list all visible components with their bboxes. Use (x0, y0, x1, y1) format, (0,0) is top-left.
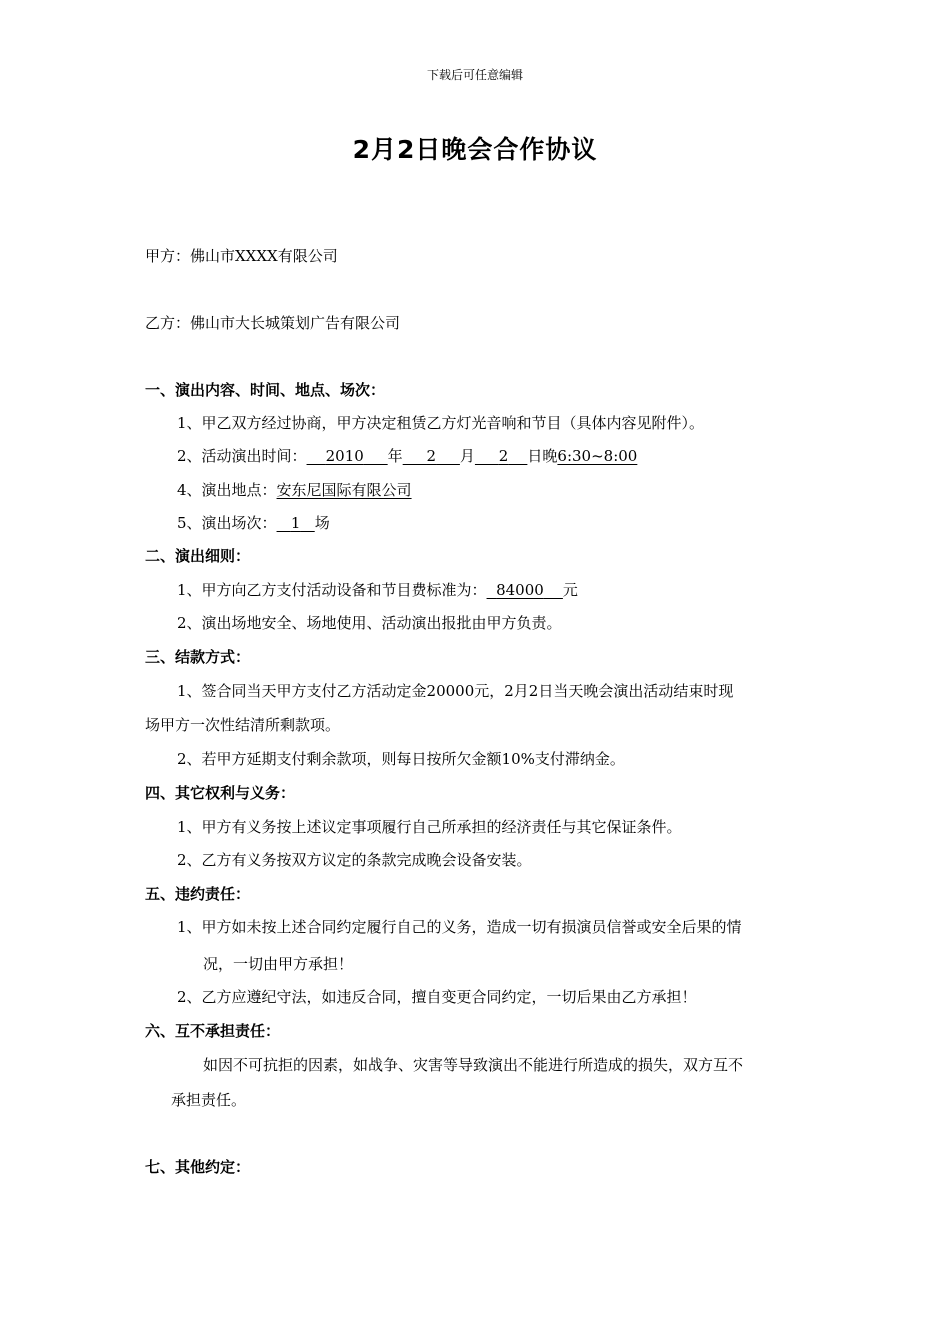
section-5-item-1-line-2: 况，一切由甲方承担！ (203, 955, 354, 973)
section-4-item-1: 1、甲方有义务按上述议定事项履行自己所承担的经济责任与其它保证条件。 (177, 818, 682, 836)
fee-label: 1、甲方向乙方支付活动设备和节目费标准为： (177, 581, 487, 599)
party-b: 乙方：佛山市大长城策划广告有限公司 (145, 314, 401, 332)
section-4-item-2: 2、乙方有义务按双方议定的条款完成晚会设备安装。 (177, 851, 532, 869)
event-month: 2 (426, 447, 437, 465)
section-6-line-1: 如因不可抗拒的因素，如战争、灾害等导致演出不能进行所造成的损失，双方互不 (203, 1056, 744, 1074)
section-1-item-1: 1、甲乙双方经过协商，甲方决定租赁乙方灯光音响和节目（具体内容见附件）。 (177, 414, 705, 432)
event-year: 2010 (325, 447, 364, 465)
section-1-heading: 一、演出内容、时间、地点、场次： (145, 381, 386, 399)
section-5-item-2: 2、乙方应遵纪守法，如违反合同，擅自变更合同约定，一切后果由乙方承担！ (177, 988, 697, 1006)
section-3-heading: 三、结款方式： (145, 648, 251, 666)
sessions-label: 5、演出场次： (177, 514, 277, 532)
event-time-range: 6:30~8:00 (557, 447, 638, 465)
section-1-item-2 (177, 445, 637, 466)
section-5-heading: 五、违约责任： (145, 885, 251, 903)
section-3-item-1-line-1: 1、签合同当天甲方支付乙方活动定金20000元，2月2日当天晚会演出活动结束时现 (177, 682, 734, 700)
section-3-item-2: 2、若甲方延期支付剩余款项，则每日按所欠金额10%支付滞纳金。 (177, 750, 625, 768)
section-4-heading: 四、其它权利与义务： (145, 784, 296, 802)
section-2-item-1 (177, 579, 578, 600)
year-unit: 年 (387, 447, 403, 465)
section-3-item-1-line-2: 场甲方一次性结清所剩款项。 (145, 716, 341, 734)
event-day: 2 (498, 447, 509, 465)
party-a: 甲方：佛山市XXXX有限公司 (145, 247, 338, 265)
sessions-value: 1 (290, 514, 301, 532)
document-title: 2月2日晚会合作协议 (352, 135, 598, 164)
sessions-unit: 场 (314, 514, 330, 532)
section-7-heading: 七、其他约定： (145, 1158, 251, 1176)
section-2-item-2: 2、演出场地安全、场地使用、活动演出报批由甲方负责。 (177, 614, 562, 632)
section-2-heading: 二、演出细则： (145, 547, 251, 565)
section-1-item-5 (177, 512, 330, 533)
event-time-label: 2、活动演出时间： (177, 447, 307, 465)
section-6-heading: 六、互不承担责任： (145, 1022, 281, 1040)
venue-label: 4、演出地点： (177, 481, 277, 499)
section-5-item-1-line-1: 1、甲方如未按上述合同约定履行自己的义务，造成一切有损演员信誉或安全后果的情 (177, 918, 742, 936)
header-note: 下载后可任意编辑 (426, 68, 523, 82)
fee-value: 84000 (496, 581, 544, 599)
fee-unit: 元 (562, 581, 578, 599)
section-6-line-2: 承担责任。 (171, 1091, 247, 1109)
section-1-item-4 (177, 479, 412, 500)
month-unit: 月 (459, 447, 475, 465)
venue-value: 安东尼国际有限公司 (276, 481, 412, 499)
day-unit: 日晚 (527, 447, 558, 465)
